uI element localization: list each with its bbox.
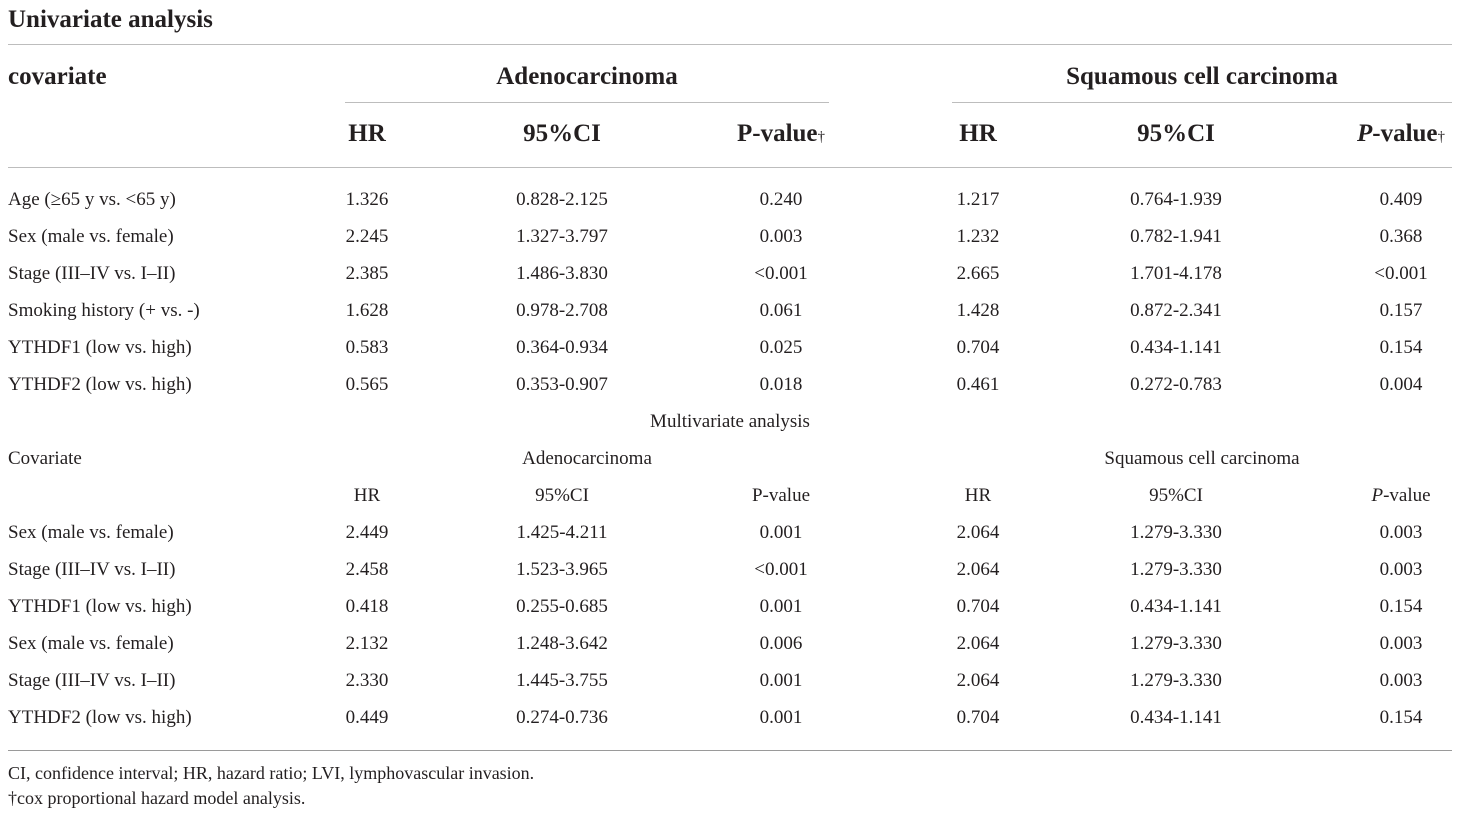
covariate-cell: YTHDF1 (low vs. high) bbox=[8, 596, 192, 617]
value-cell-a-p: 0.061 bbox=[759, 300, 803, 321]
covariate-cell: Stage (III–IV vs. I–II) bbox=[8, 559, 176, 580]
pvalue-label-p: P bbox=[751, 485, 763, 506]
value-cell-s-ci: 0.272-0.783 bbox=[1130, 374, 1222, 395]
value-cell-s-ci: 1.279-3.330 bbox=[1130, 633, 1222, 654]
subheader-pvalue bbox=[737, 121, 825, 146]
value-cell-s-hr: 1.217 bbox=[956, 189, 1000, 210]
value-cell-s-p: 0.003 bbox=[1379, 522, 1423, 543]
value-cell-a-hr: 1.628 bbox=[345, 300, 389, 321]
value-cell-s-hr: 0.704 bbox=[956, 707, 1000, 728]
value-cell-a-hr: 2.458 bbox=[345, 559, 389, 580]
covariate-header: covariate bbox=[8, 63, 107, 90]
covariate-cell: Sex (male vs. female) bbox=[8, 226, 174, 247]
value-cell-s-p: 0.154 bbox=[1379, 337, 1423, 358]
value-cell-s-p: 0.003 bbox=[1379, 670, 1423, 691]
subheader-hr: HR bbox=[959, 120, 997, 147]
value-cell-a-ci: 0.364-0.934 bbox=[516, 337, 608, 358]
group-header-adeno: Adenocarcinoma bbox=[496, 63, 678, 90]
value-cell-a-ci: 1.486-3.830 bbox=[516, 263, 608, 284]
multi-subheader-ci: 95%CI bbox=[535, 485, 589, 506]
value-cell-a-ci: 0.353-0.907 bbox=[516, 374, 608, 395]
value-cell-s-p: 0.157 bbox=[1379, 300, 1423, 321]
covariate-cell: YTHDF2 (low vs. high) bbox=[8, 707, 192, 728]
value-cell-s-ci: 1.701-4.178 bbox=[1130, 263, 1222, 284]
value-cell-s-p: 0.003 bbox=[1379, 633, 1423, 654]
value-cell-a-hr: 2.449 bbox=[345, 522, 389, 543]
subheader-ci: 95%CI bbox=[1137, 120, 1215, 147]
multi-group-header-adeno: Adenocarcinoma bbox=[522, 448, 652, 469]
value-cell-a-hr: 0.418 bbox=[345, 596, 389, 617]
covariate-cell: Stage (III–IV vs. I–II) bbox=[8, 263, 176, 284]
value-cell-s-hr: 2.064 bbox=[956, 633, 1000, 654]
value-cell-a-p: <0.001 bbox=[754, 263, 808, 284]
covariate-cell: YTHDF1 (low vs. high) bbox=[8, 337, 192, 358]
value-cell-s-ci: 0.764-1.939 bbox=[1130, 189, 1222, 210]
value-cell-s-hr: 0.704 bbox=[956, 596, 1000, 617]
value-cell-a-ci: 0.274-0.736 bbox=[516, 707, 608, 728]
value-cell-a-p: 0.025 bbox=[759, 337, 803, 358]
value-cell-s-ci: 0.434-1.141 bbox=[1130, 337, 1222, 358]
footer-divider bbox=[8, 750, 1452, 751]
header-divider bbox=[8, 167, 1452, 168]
value-cell-s-hr: 1.428 bbox=[956, 300, 1000, 321]
value-cell-s-ci: 0.782-1.941 bbox=[1130, 226, 1222, 247]
table-title: Univariate analysis bbox=[8, 6, 213, 33]
subheader-hr: HR bbox=[348, 120, 386, 147]
value-cell-s-ci: 0.434-1.141 bbox=[1130, 707, 1222, 728]
multi-group-header-squamous: Squamous cell carcinoma bbox=[1104, 448, 1300, 469]
subheader-ci: 95%CI bbox=[523, 120, 601, 147]
covariate-cell: Age (≥65 y vs. <65 y) bbox=[8, 189, 176, 210]
value-cell-s-p: 0.154 bbox=[1379, 707, 1423, 728]
multi-subheader-ci: 95%CI bbox=[1149, 485, 1203, 506]
value-cell-a-p: 0.240 bbox=[759, 189, 803, 210]
value-cell-a-p: 0.001 bbox=[759, 522, 803, 543]
value-cell-a-hr: 0.565 bbox=[345, 374, 389, 395]
covariate-cell: Stage (III–IV vs. I–II) bbox=[8, 670, 176, 691]
squamous-group-rule bbox=[952, 102, 1452, 103]
pvalue-label-suffix: -value bbox=[752, 120, 818, 147]
value-cell-a-p: 0.006 bbox=[759, 633, 803, 654]
adeno-group-rule bbox=[345, 102, 829, 103]
value-cell-s-hr: 2.064 bbox=[956, 522, 1000, 543]
value-cell-a-ci: 0.978-2.708 bbox=[516, 300, 608, 321]
multi-covariate-header: Covariate bbox=[8, 448, 82, 469]
value-cell-s-hr: 2.665 bbox=[956, 263, 1000, 284]
dagger-mark: † bbox=[817, 129, 826, 145]
value-cell-s-p: 0.409 bbox=[1379, 189, 1423, 210]
value-cell-a-hr: 2.330 bbox=[345, 670, 389, 691]
footnote: †cox proportional hazard model analysis. bbox=[8, 788, 306, 808]
value-cell-a-p: 0.018 bbox=[759, 374, 803, 395]
value-cell-a-p: 0.001 bbox=[759, 707, 803, 728]
multi-subheader-pvalue bbox=[752, 486, 810, 505]
multi-subheader-hr: HR bbox=[353, 485, 381, 506]
pvalue-label-p: P bbox=[1371, 485, 1384, 506]
pvalue-label-suffix: -value bbox=[1372, 120, 1438, 147]
value-cell-a-ci: 1.445-3.755 bbox=[516, 670, 608, 691]
value-cell-a-hr: 0.583 bbox=[345, 337, 389, 358]
pvalue-label-p: P bbox=[736, 120, 753, 147]
pvalue-label-p: P bbox=[1356, 120, 1373, 147]
value-cell-s-ci: 1.279-3.330 bbox=[1130, 670, 1222, 691]
group-header-squamous: Squamous cell carcinoma bbox=[1066, 63, 1338, 90]
value-cell-s-p: 0.003 bbox=[1379, 559, 1423, 580]
value-cell-s-ci: 0.872-2.341 bbox=[1130, 300, 1222, 321]
value-cell-a-hr: 1.326 bbox=[345, 189, 389, 210]
value-cell-a-ci: 1.425-4.211 bbox=[516, 522, 608, 543]
value-cell-s-ci: 1.279-3.330 bbox=[1130, 559, 1222, 580]
covariate-cell: Sex (male vs. female) bbox=[8, 522, 174, 543]
multivariate-title: Multivariate analysis bbox=[650, 411, 810, 432]
value-cell-a-ci: 0.828-2.125 bbox=[516, 189, 608, 210]
value-cell-a-p: 0.003 bbox=[759, 226, 803, 247]
value-cell-s-hr: 1.232 bbox=[956, 226, 1000, 247]
subheader-pvalue bbox=[1357, 121, 1445, 146]
covariate-cell: Smoking history (+ vs. -) bbox=[8, 300, 200, 321]
multi-subheader-hr: HR bbox=[964, 485, 992, 506]
multi-subheader-pvalue bbox=[1371, 486, 1430, 505]
value-cell-s-hr: 2.064 bbox=[956, 559, 1000, 580]
value-cell-s-hr: 0.461 bbox=[956, 374, 1000, 395]
value-cell-a-p: 0.001 bbox=[759, 596, 803, 617]
pvalue-label-suffix: -value bbox=[762, 485, 811, 506]
value-cell-s-p: 0.154 bbox=[1379, 596, 1423, 617]
value-cell-a-ci: 1.523-3.965 bbox=[516, 559, 608, 580]
value-cell-a-ci: 1.327-3.797 bbox=[516, 226, 608, 247]
value-cell-a-p: <0.001 bbox=[754, 559, 808, 580]
value-cell-s-ci: 0.434-1.141 bbox=[1130, 596, 1222, 617]
value-cell-s-p: <0.001 bbox=[1374, 263, 1428, 284]
title-divider bbox=[8, 44, 1452, 45]
value-cell-s-p: 0.368 bbox=[1379, 226, 1423, 247]
value-cell-a-p: 0.001 bbox=[759, 670, 803, 691]
value-cell-s-hr: 0.704 bbox=[956, 337, 1000, 358]
value-cell-a-ci: 0.255-0.685 bbox=[516, 596, 608, 617]
value-cell-a-hr: 0.449 bbox=[345, 707, 389, 728]
value-cell-s-hr: 2.064 bbox=[956, 670, 1000, 691]
value-cell-a-hr: 2.132 bbox=[345, 633, 389, 654]
value-cell-s-ci: 1.279-3.330 bbox=[1130, 522, 1222, 543]
value-cell-s-p: 0.004 bbox=[1379, 374, 1423, 395]
value-cell-a-ci: 1.248-3.642 bbox=[516, 633, 608, 654]
value-cell-a-hr: 2.245 bbox=[345, 226, 389, 247]
value-cell-a-hr: 2.385 bbox=[345, 263, 389, 284]
footnote: CI, confidence interval; HR, hazard ratio; LVI, lymphovascular invasion. bbox=[8, 763, 535, 783]
covariate-cell: Sex (male vs. female) bbox=[8, 633, 174, 654]
pvalue-label-suffix: -value bbox=[1383, 485, 1431, 506]
dagger-mark: † bbox=[1437, 129, 1446, 145]
covariate-cell: YTHDF2 (low vs. high) bbox=[8, 374, 192, 395]
